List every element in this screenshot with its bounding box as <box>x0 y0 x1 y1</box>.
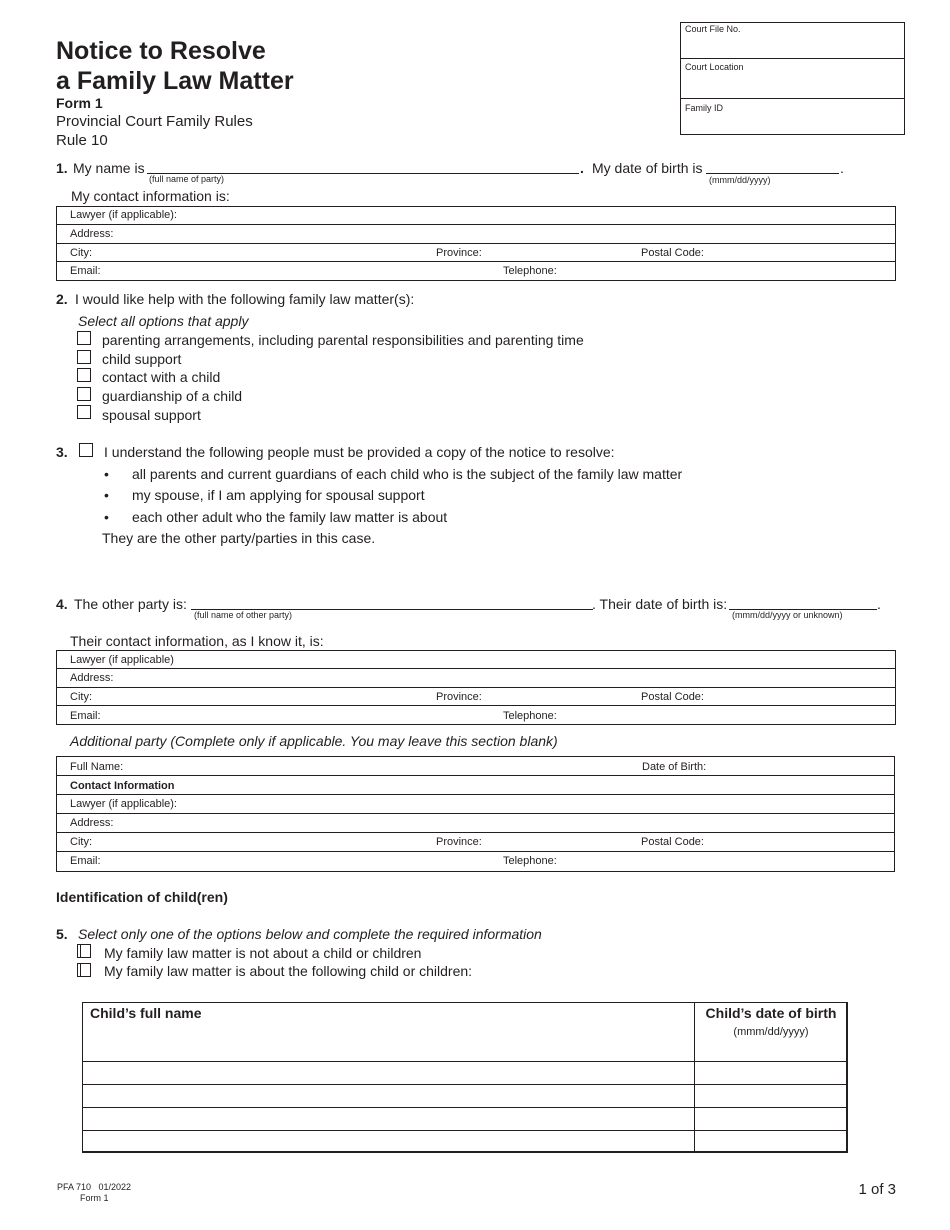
option-parenting-checkbox[interactable] <box>77 331 91 345</box>
add-province-field[interactable] <box>485 833 635 851</box>
option-about-children-checkbox[interactable] <box>77 963 91 977</box>
other-telephone-label: Telephone: <box>503 710 557 722</box>
province-label: Province: <box>436 247 482 259</box>
other-lawyer-field[interactable] <box>180 651 895 668</box>
family-id-label: Family ID <box>685 103 723 113</box>
option-parenting-label: parenting arrangements, including parental responsibilities and parenting time <box>102 332 584 348</box>
city-label: City: <box>70 247 92 259</box>
section4-contact-intro: Their contact information, as I know it, is: <box>70 633 324 649</box>
bullet-marker: • <box>104 487 109 503</box>
option-not-about-child-checkbox[interactable] <box>77 944 91 958</box>
court-file-no-label: Court File No. <box>685 24 741 34</box>
section4-dob-label: . Their date of birth is: <box>592 596 728 612</box>
postal-code-field[interactable] <box>705 244 895 261</box>
add-lawyer-field[interactable] <box>185 795 894 813</box>
option-child-support-label: child support <box>102 351 182 367</box>
add-email-label: Email: <box>70 855 101 867</box>
other-province-field[interactable] <box>485 688 635 705</box>
add-telephone-field[interactable] <box>560 852 894 871</box>
section3-closing: They are the other party/parties in this case. <box>102 530 376 546</box>
option-spousal-support-checkbox[interactable] <box>77 405 91 419</box>
bullet-other-adult: each other adult who the family law matter is about <box>132 509 448 525</box>
section5-number: 5. <box>56 926 68 942</box>
email-field[interactable] <box>105 262 495 280</box>
section4-dob-period: . <box>877 596 881 612</box>
child-dob-field-2[interactable] <box>695 1085 847 1107</box>
child-dob-field-4[interactable] <box>695 1131 847 1152</box>
section3-number: 3. <box>56 444 68 460</box>
section2-instruction: Select all options that apply <box>78 313 249 329</box>
section1-contact-intro: My contact information is: <box>71 188 230 204</box>
option-child-support-checkbox[interactable] <box>77 350 91 364</box>
section1-period: . <box>580 160 584 176</box>
children-heading: Identification of child(ren) <box>56 889 228 905</box>
court-box-divider <box>680 58 905 59</box>
rules-name: Provincial Court Family Rules <box>56 113 253 130</box>
other-city-label: City: <box>70 691 92 703</box>
other-lawyer-label: Lawyer (if applicable) <box>70 654 174 666</box>
section1-dob-period: . <box>840 160 844 176</box>
other-telephone-field[interactable] <box>560 706 895 724</box>
form-title-line1: Notice to Resolve <box>56 37 266 65</box>
child-name-field-3[interactable] <box>83 1108 694 1130</box>
court-file-no-field[interactable] <box>680 35 905 58</box>
bullet-marker: • <box>104 509 109 525</box>
child-dob-column-header: Child’s date of birth <box>705 1005 837 1021</box>
lawyer-field[interactable] <box>185 207 895 224</box>
table-row-divider <box>56 775 895 776</box>
section1-name-label: My name is <box>73 160 145 176</box>
other-party-name-hint: (full name of other party) <box>194 610 293 620</box>
bullet-parents: all parents and current guardians of each child who is the subject of the family law matter <box>132 466 683 482</box>
child-dob-column-hint: (mmm/dd/yyyy) <box>733 1026 809 1038</box>
other-province-label: Province: <box>436 691 482 703</box>
option-not-about-child-label: My family law matter is not about a child or children <box>104 945 422 961</box>
footer-form-code: PFA 710 01/2022 <box>57 1182 132 1192</box>
child-name-field-2[interactable] <box>83 1085 694 1107</box>
telephone-label: Telephone: <box>503 265 557 277</box>
other-postal-code-field[interactable] <box>705 688 895 705</box>
other-address-field[interactable] <box>115 669 895 687</box>
page-number: 1 of 3 <box>858 1181 896 1198</box>
other-party-dob-hint: (mmm/dd/yyyy or unknown) <box>732 610 843 620</box>
section2-number: 2. <box>56 291 68 307</box>
child-name-column-header: Child’s full name <box>90 1005 202 1021</box>
section2-text: I would like help with the following family law matter(s): <box>75 291 415 307</box>
option-spousal-support-label: spousal support <box>102 407 201 423</box>
rule-number: Rule 10 <box>56 132 108 149</box>
section3-acknowledge-checkbox[interactable] <box>79 443 93 457</box>
add-dob-label: Date of Birth: <box>642 761 707 773</box>
party-dob-hint: (mmm/dd/yyyy) <box>709 175 771 185</box>
section1-dob-label: My date of birth is <box>592 160 703 176</box>
section1-number: 1. <box>56 160 68 176</box>
province-field[interactable] <box>485 244 635 261</box>
other-email-field[interactable] <box>105 706 495 724</box>
email-label: Email: <box>70 265 101 277</box>
court-box-divider <box>680 98 905 99</box>
footer-form-number: Form 1 <box>80 1193 109 1203</box>
add-address-label: Address: <box>70 817 114 829</box>
add-address-field[interactable] <box>115 814 894 832</box>
add-province-label: Province: <box>436 836 482 848</box>
add-telephone-label: Telephone: <box>503 855 557 867</box>
add-city-field[interactable] <box>95 833 430 851</box>
address-label: Address: <box>70 228 114 240</box>
party-name-hint: (full name of party) <box>149 174 225 184</box>
bullet-spouse: my spouse, if I am applying for spousal support <box>132 487 425 503</box>
other-postal-code-label: Postal Code: <box>641 691 704 703</box>
form-number: Form 1 <box>56 95 103 111</box>
other-address-label: Address: <box>70 672 114 684</box>
add-contact-heading: Contact Information <box>70 780 175 792</box>
add-city-label: City: <box>70 836 92 848</box>
section3-text: I understand the following people must be provided a copy of the notice to resolve: <box>104 444 615 460</box>
court-location-label: Court Location <box>685 62 744 72</box>
postal-code-label: Postal Code: <box>641 247 704 259</box>
add-fullname-label: Full Name: <box>70 761 124 773</box>
address-field[interactable] <box>115 225 895 243</box>
add-postal-code-field[interactable] <box>705 833 894 851</box>
child-dob-field-3[interactable] <box>695 1108 847 1130</box>
option-about-children-label: My family law matter is about the following child or children: <box>104 963 473 979</box>
option-contact-checkbox[interactable] <box>77 368 91 382</box>
additional-party-note: Additional party (Complete only if applicable. You may leave this section blank) <box>70 733 558 749</box>
add-postal-code-label: Postal Code: <box>641 836 704 848</box>
lawyer-label: Lawyer (if applicable): <box>70 209 177 221</box>
add-email-field[interactable] <box>105 852 495 871</box>
add-dob-field[interactable] <box>712 757 894 775</box>
option-contact-label: contact with a child <box>102 369 221 385</box>
section4-number: 4. <box>56 596 68 612</box>
court-location-field[interactable] <box>680 74 905 98</box>
bullet-marker: • <box>104 466 109 482</box>
add-fullname-field[interactable] <box>130 757 630 775</box>
family-id-field[interactable] <box>680 114 905 135</box>
option-guardianship-checkbox[interactable] <box>77 387 91 401</box>
child-dob-field-1[interactable] <box>695 1062 847 1084</box>
other-city-field[interactable] <box>95 688 430 705</box>
form-title-line2: a Family Law Matter <box>56 67 294 95</box>
telephone-field[interactable] <box>560 262 895 280</box>
add-lawyer-label: Lawyer (if applicable): <box>70 798 177 810</box>
city-field[interactable] <box>95 244 430 261</box>
other-email-label: Email: <box>70 710 101 722</box>
option-guardianship-label: guardianship of a child <box>102 388 243 404</box>
child-name-field-1[interactable] <box>83 1062 694 1084</box>
section4-other-label: The other party is: <box>74 596 187 612</box>
section5-instruction: Select only one of the options below and complete the required information <box>78 926 542 942</box>
party-dob-field[interactable] <box>706 173 839 174</box>
child-name-field-4[interactable] <box>83 1131 694 1152</box>
